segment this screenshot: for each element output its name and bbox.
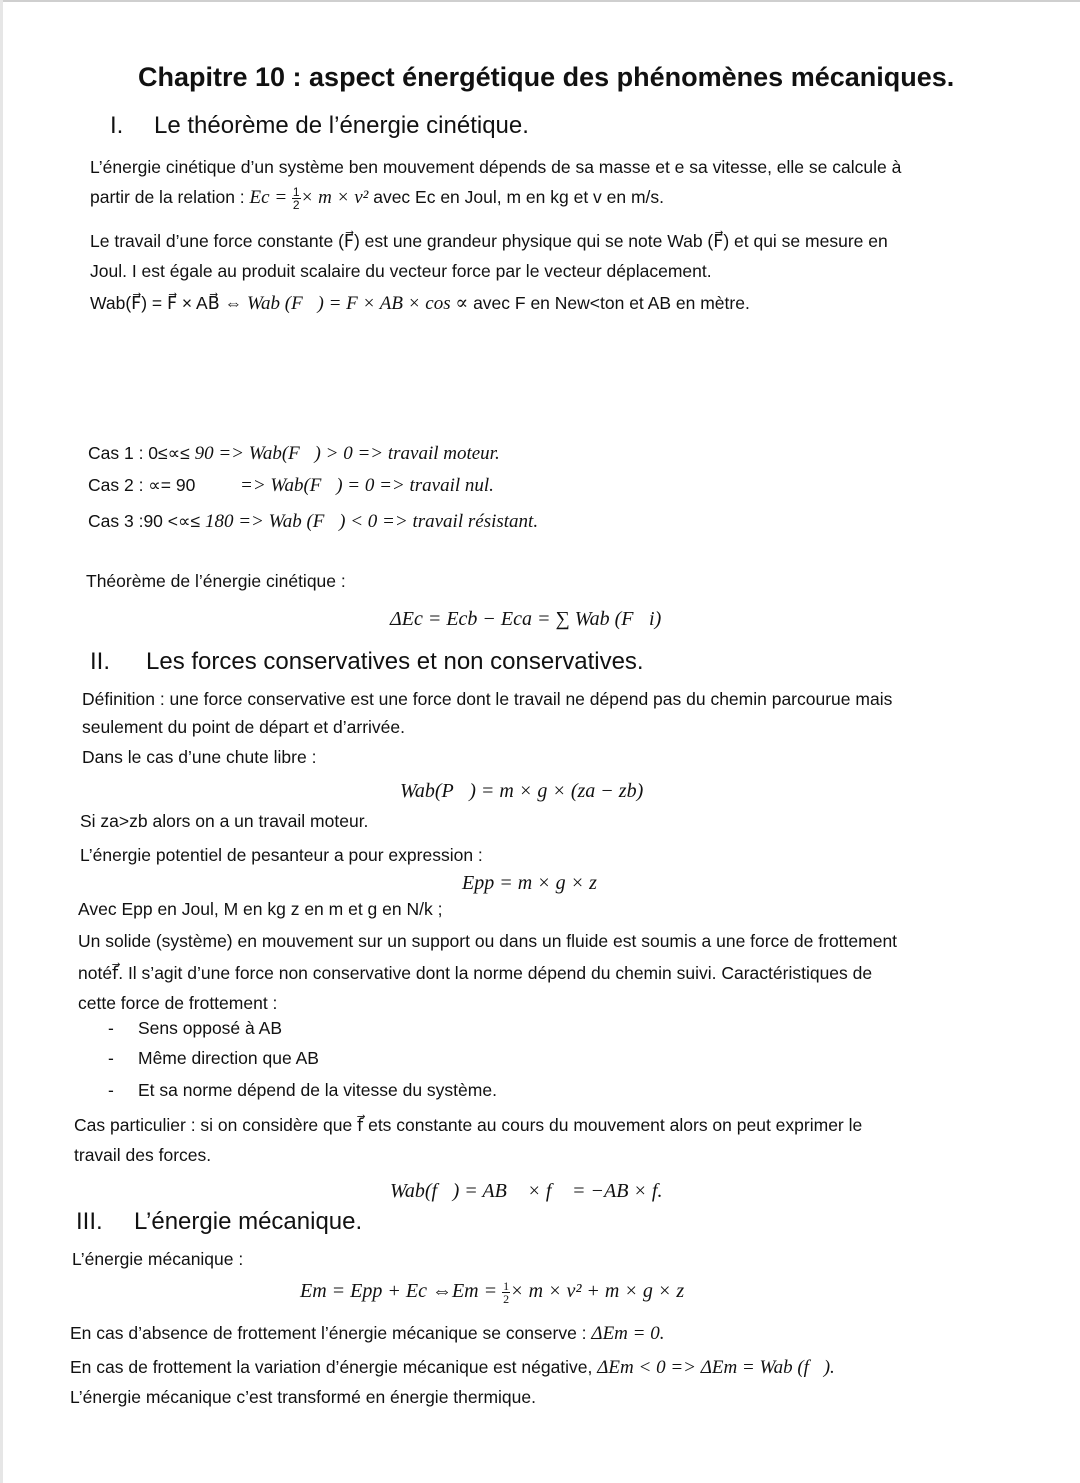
list-item [108, 1080, 497, 1101]
s1-paragraph-1a: L’énergie cinétique d’un système ben mouvement dépends de sa masse et e sa vitesse, elle se calcule à [90, 157, 902, 177]
s1-fraction [292, 186, 301, 211]
s2-epp-label: L’énergie potentiel de pesanteur a pour expression : [80, 845, 483, 865]
em-fraction [502, 1280, 510, 1305]
section-3-number: III. [76, 1208, 103, 1235]
em-frac-num: 1 [503, 1279, 510, 1293]
s2-si: Si za>zb alors on a un travail moteur. [80, 811, 369, 831]
section-2-title: Les forces conservatives et non conservatives. [146, 648, 644, 675]
theoreme-label: Théorème de l’énergie cinétique : [86, 571, 346, 591]
s2-definition-b: seulement du point de départ et d’arrivée. [82, 717, 405, 737]
s1-p3-pre: Wab(F⃗) = F⃗ × AB⃗ ⇔ [90, 293, 247, 313]
cas-3 [88, 506, 538, 537]
list-dash: - [108, 1018, 114, 1038]
cas-3-formula: 180 => Wab (F⃗) < 0 => travail résistant. [204, 511, 539, 532]
cas-2-label: Cas 2 : ∝= 90 [88, 475, 196, 495]
list-item-text: Et sa norme dépend de la vitesse du système. [138, 1080, 497, 1100]
cas-1-label: Cas 1 : 0≤∝≤ [88, 443, 195, 463]
epp-equation: Epp = m × g × z [462, 872, 597, 894]
s3-frottement [70, 1352, 835, 1383]
em-equation [300, 1280, 684, 1305]
list-item [108, 1018, 282, 1039]
em-post: × m × v² + m × g × z [510, 1280, 685, 1303]
section-2-heading [90, 648, 644, 676]
s3-label: L’énergie mécanique : [72, 1249, 244, 1269]
section-1-heading [110, 112, 529, 140]
s1-p3-post: avec F en New<ton et AB en mètre. [468, 293, 750, 313]
s2-definition-a: Définition : une force conservative est une force dont le travail ne dépend pas du chemin parcourue mais [82, 689, 893, 709]
em-pre: Em = Epp + Ec ⇔Em = [300, 1280, 503, 1303]
list-item [108, 1048, 319, 1069]
s2-chute-label: Dans le cas d’une chute libre : [82, 747, 317, 767]
section-1-number: I. [110, 112, 124, 139]
scan-edge-top [0, 0, 1080, 2]
section-1-title: Le théorème de l’énergie cinétique. [154, 112, 529, 139]
s3-frott-eq: ΔEm < 0 => ΔEm = Wab (f⃗). [597, 1357, 835, 1378]
cas-3-label: Cas 3 :90 <∝≤ [88, 511, 205, 531]
s1-paragraph-3 [90, 288, 750, 319]
section-2-number: II. [90, 648, 111, 675]
s3-cons-pre: En cas d’absence de frottement l’énergie mécanique se conserve : [70, 1323, 592, 1343]
s3-cons-eq: ΔEm = 0. [591, 1323, 665, 1344]
s1-frac-den: 2 [292, 197, 300, 212]
s3-conservation [70, 1318, 664, 1349]
list-dash: - [108, 1048, 114, 1068]
s1-p1b-pre: partir de la relation : [90, 187, 250, 207]
list-dash: - [108, 1080, 114, 1100]
chapter-title: Chapitre 10 : aspect énergétique des phénomènes mécaniques. [138, 62, 955, 92]
cas-2-formula: => Wab(F⃗) = 0 => travail nul. [240, 475, 494, 496]
s2-avec: Avec Epp en Joul, M en kg z en m et g en N/k ; [78, 899, 443, 919]
section-3-title: L’énergie mécanique. [134, 1208, 363, 1235]
s2-cas-particulier-a: Cas particulier : si on considère que f⃗ ets constante au cours du mouvement alors on peut exprimer le [74, 1115, 863, 1135]
s1-paragraph-1b [90, 182, 664, 213]
s2-cas-particulier-b: travail des forces. [74, 1145, 212, 1165]
s3-frott-pre: En cas de frottement la variation d’énergie mécanique est négative, [70, 1357, 598, 1377]
s1-p1b-post: avec Ec en Joul, m en kg et v en m/s. [368, 187, 665, 207]
theoreme-equation: ΔEc = Ecb − Eca = ∑ Wab (F⃗i) [390, 608, 662, 630]
s1-paragraph-2b: Joul. I est égale au produit scalaire du vecteur force par le vecteur déplacement. [90, 261, 712, 281]
scan-edge-left [0, 0, 3, 1483]
s2-solide-a: Un solide (système) en mouvement sur un support ou dans un fluide est soumis a une force de frottement [78, 931, 898, 951]
s1-p1b-formula: × m × v² [300, 187, 369, 208]
chute-equation: Wab(P⃗) = m × g × (za − zb) [400, 780, 644, 802]
list-item-text: Même direction que AB [138, 1048, 319, 1068]
s2-solide-b: notéf⃗. Il s’agit d’une force non conservative dont la norme dépend du chemin suivi. Caractéristiques de [78, 963, 873, 983]
s2-solide-c: cette force de frottement : [78, 993, 278, 1013]
em-frac-den: 2 [503, 1292, 510, 1306]
cas-2 [88, 470, 494, 501]
s1-p3-formula: Wab (F⃗) = F × AB × cos ∝ [246, 293, 469, 314]
frottement-equation: Wab(f⃗) = AB⃗ × f⃗ = −AB × f. [390, 1180, 663, 1202]
s3-transformation: L’énergie mécanique c’est transformé en énergie thermique. [70, 1387, 536, 1407]
cas-1-formula: 90 => Wab(F⃗) > 0 => travail moteur. [194, 443, 500, 464]
section-3-heading [76, 1208, 362, 1236]
s1-p1b-ec: Ec = [249, 187, 292, 208]
list-item-text: Sens opposé à AB [138, 1018, 282, 1038]
s1-frac-num: 1 [292, 184, 300, 199]
s1-paragraph-2a: Le travail d’une force constante (F⃗) est une grandeur physique qui se note Wab (F⃗) et qui se mesure en [90, 231, 888, 251]
cas-1 [88, 438, 500, 469]
